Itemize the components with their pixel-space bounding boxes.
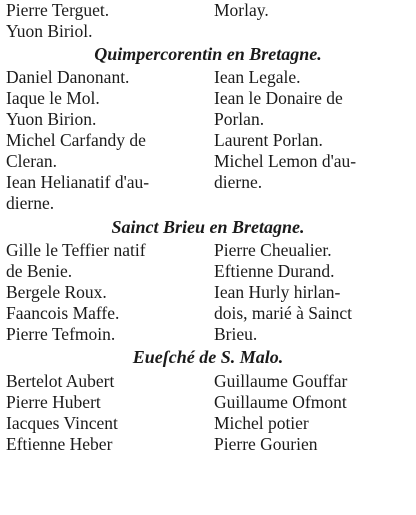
- name-entry: Porlan.: [214, 109, 265, 129]
- name-entry: Pierre Gourien: [214, 434, 318, 454]
- name-entry: Yuon Birion.: [6, 109, 97, 129]
- name-entry: Michel Lemon d'au-: [214, 151, 357, 171]
- section-heading: Eueſché de S. Malo.: [132, 347, 284, 367]
- name-entry: dois, marié à Sainct: [214, 303, 353, 323]
- name-entry: de Benie.: [6, 261, 73, 281]
- name-entry: Gille le Teffier natif: [6, 240, 146, 260]
- name-entry: Guillaume Ofmont: [214, 392, 347, 412]
- name-entry: Iean Hurly hirlan-: [214, 282, 341, 302]
- name-entry: Pierre Terguet.: [6, 0, 110, 20]
- name-entry: Iacques Vincent: [6, 413, 118, 433]
- name-entry: Cleran.: [6, 151, 58, 171]
- name-entry: Iean Legale.: [214, 67, 301, 87]
- name-entry: dierne.: [6, 193, 55, 213]
- name-entry: Eftienne Heber: [6, 434, 113, 454]
- name-entry: Daniel Danonant.: [6, 67, 130, 87]
- name-entry: dierne.: [214, 172, 263, 192]
- name-entry: Michel Carfandy de: [6, 130, 146, 150]
- name-entry: Faancois Maffe.: [6, 303, 120, 323]
- section-heading: Sainct Brieu en Bretagne.: [111, 217, 305, 237]
- name-entry: Iean Helianatif d'au-: [6, 172, 150, 192]
- name-entry: Bertelot Aubert: [6, 371, 115, 391]
- name-entry: Michel potier: [214, 413, 309, 433]
- name-entry: Pierre Tefmoin.: [6, 324, 116, 344]
- name-entry: Pierre Hubert: [6, 392, 101, 412]
- name-entry: Pierre Cheualier.: [214, 240, 332, 260]
- name-entry: Laurent Porlan.: [214, 130, 323, 150]
- name-entry: Brieu.: [214, 324, 258, 344]
- name-entry: Guillaume Gouffar: [214, 371, 348, 391]
- name-entry: Eftienne Durand.: [214, 261, 335, 281]
- name-entry: Iean le Donaire de: [214, 88, 343, 108]
- name-entry: Bergele Roux.: [6, 282, 107, 302]
- name-entry: Yuon Biriol.: [6, 21, 93, 41]
- name-entry: Morlay.: [214, 0, 269, 20]
- section-heading: Quimpercorentin en Bretagne.: [94, 44, 322, 64]
- name-entry: Iaque le Mol.: [6, 88, 100, 108]
